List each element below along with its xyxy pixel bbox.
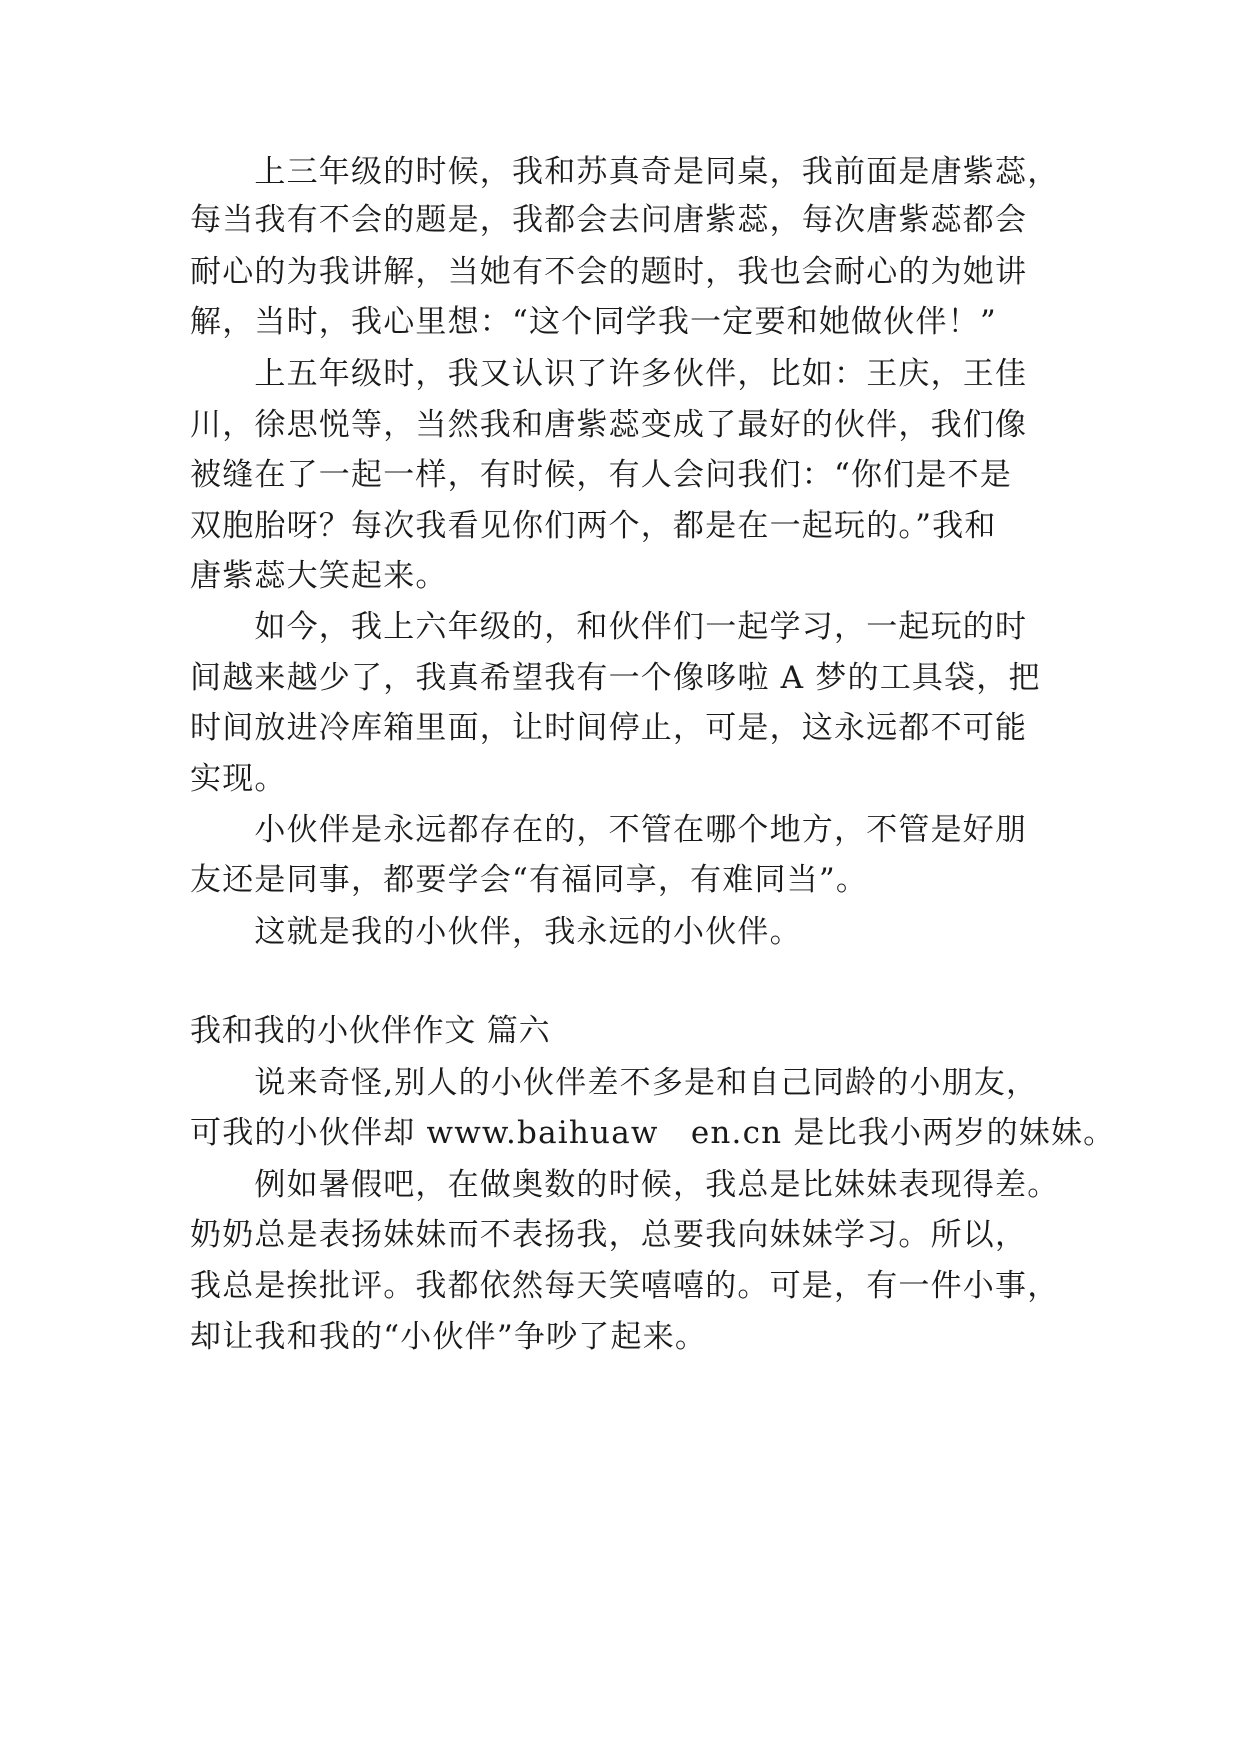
paragraph-1-line-4: 解，当时，我心里想：“这个同学我一定要和她做伙伴！” xyxy=(190,304,997,340)
paragraph-2-line-4: 双胞胎呀？每次我看见你们两个，都是在一起玩的。”我和 xyxy=(190,508,997,544)
section-paragraph-2-line-4: 却让我和我的“小伙伴”争吵了起来。 xyxy=(190,1319,708,1355)
paragraph-1-line-3: 耐心的为我讲解，当她有不会的题时，我也会耐心的为她讲 xyxy=(190,254,1028,290)
section-paragraph-2-line-1: 例如暑假吧，在做奥数的时候，我总是比妹妹表现得差。 xyxy=(190,1167,1060,1203)
paragraph-3-line-2: 间越来越少了，我真希望我有一个像哆啦 A 梦的工具袋，把 xyxy=(190,660,1041,696)
paragraph-2-line-2: 川，徐思悦等，当然我和唐紫蕊变成了最好的伙伴，我们像 xyxy=(190,407,1028,443)
paragraph-4-line-2: 友还是同事，都要学会“有福同享，有难同当”。 xyxy=(190,862,869,898)
section-paragraph-1-line-2: 可我的小伙伴却 www.baihuaw en.cn 是比我小两岁的妹妹。 xyxy=(190,1115,1116,1151)
paragraph-3-line-4: 实现。 xyxy=(190,761,287,797)
section-heading: 我和我的小伙伴作文 篇六 xyxy=(190,1013,551,1049)
paragraph-4-line-1: 小伙伴是永远都存在的，不管在哪个地方，不管是好朋 xyxy=(190,812,1028,848)
section-paragraph-1-line-1: 说来奇怪,别人的小伙伴差不多是和自己同龄的小朋友， xyxy=(190,1065,1039,1101)
paragraph-3-line-1: 如今，我上六年级的，和伙伴们一起学习，一起玩的时 xyxy=(190,609,1028,645)
paragraph-1-line-1: 上三年级的时候，我和苏真奇是同桌，我前面是唐紫蕊， xyxy=(190,154,1060,190)
paragraph-5-line-1: 这就是我的小伙伴，我永远的小伙伴。 xyxy=(190,914,802,950)
section-paragraph-2-line-3: 我总是挨批评。我都依然每天笑嘻嘻的。可是，有一件小事， xyxy=(190,1268,1060,1304)
paragraph-1-line-2: 每当我有不会的题是，我都会去问唐紫蕊，每次唐紫蕊都会 xyxy=(190,202,1028,238)
paragraph-3-line-3: 时间放进冷库箱里面，让时间停止，可是，这永远都不可能 xyxy=(190,710,1028,746)
section-paragraph-2-line-2: 奶奶总是表扬妹妹而不表扬我，总要我向妹妹学习。所以， xyxy=(190,1217,1028,1253)
paragraph-2-line-5: 唐紫蕊大笑起来。 xyxy=(190,558,448,594)
paragraph-2-line-3: 被缝在了一起一样，有时候，有人会问我们：“你们是不是 xyxy=(190,457,1013,493)
paragraph-2-line-1: 上五年级时，我又认识了许多伙伴，比如：王庆，王佳 xyxy=(190,356,1028,392)
